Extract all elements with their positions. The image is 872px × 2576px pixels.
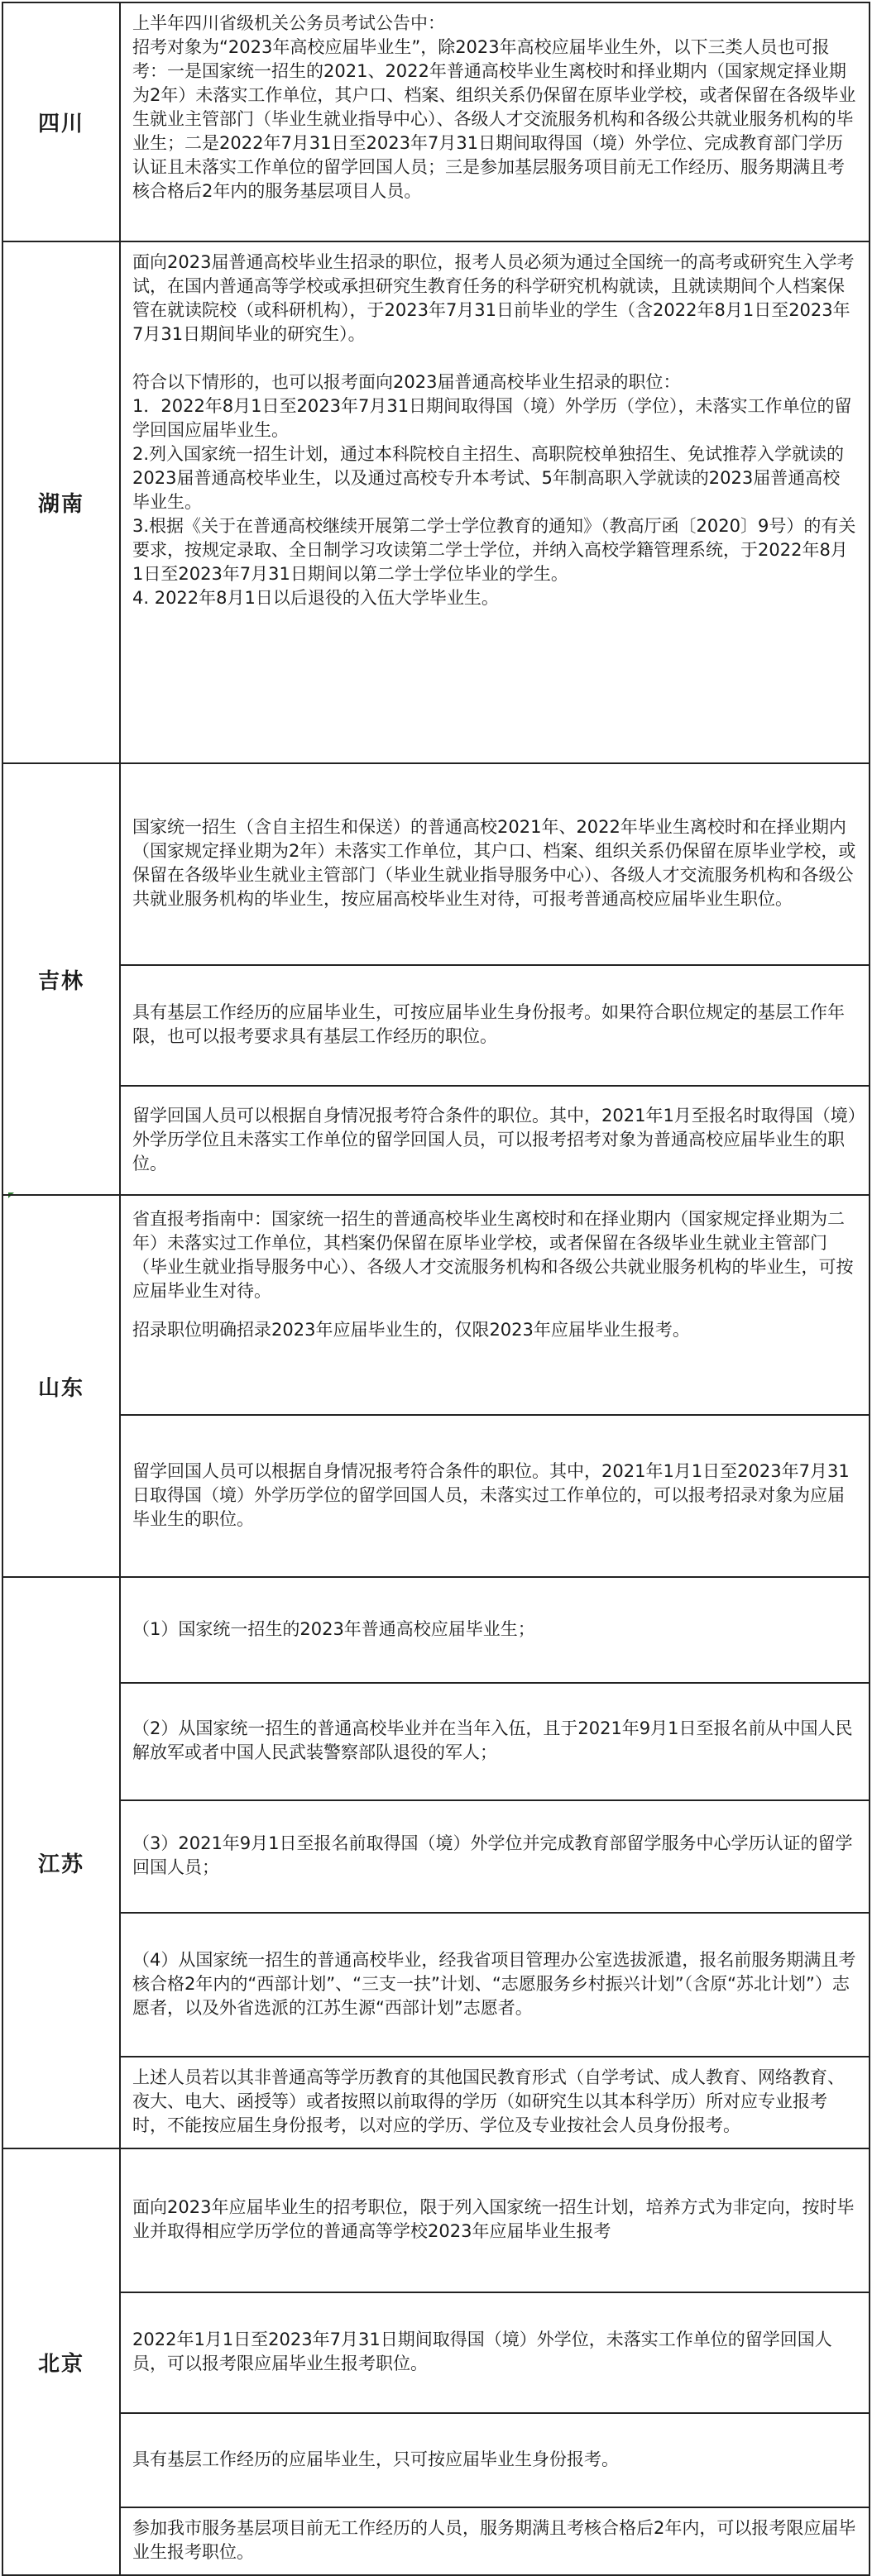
text-block	[121, 1912, 869, 2056]
text-line: （2）从国家统一招生的普通高校毕业并在当年入伍，且于2021年9月1日至报名前从中国人民解放军或者中国人民武装警察部队退役的军人；	[132, 1718, 853, 1762]
text-line: 国家统一招生（含自主招生和保送）的普通高校2021年、2022年毕业生离校时和在择业期内（国家规定择业期为2年）未落实工作单位，其户口、档案、组织关系仍保留在原毕业学校，或保留在各级毕业生就业主管部门（毕业生就业指导服务中心）、各级人才交流服务机构和各级公共就业服务机构的毕业生，按应届高校毕业生对待，可报考普通高校应届毕业生职位。	[132, 817, 856, 909]
content-cell	[120, 2148, 870, 2575]
text-block	[121, 764, 869, 964]
content-cell	[120, 763, 870, 1195]
text-line: 面向2023届普通高校毕业生招录的职位，报考人员必须为通过全国统一的高考或研究生入学考试，在国内普通高等学校或承担研究生教育任务的科学研究机构就读，且就读期间个人档案保管在就读院校（或科研机构），于2023年7月31日前毕业的学生（含2022年8月1日至2023年7月31日期间毕业的研究生）。	[132, 252, 855, 344]
text-block	[121, 1799, 869, 1912]
text-line: 招考对象为“2023年高校应届毕业生”，除2023年高校应届毕业生外，以下三类人员也可报考：一是国家统一招生的2021、2022年普通高校毕业生离校时和择业期内（国家规定择业期为2年）未落实工作单位，其户口、档案、组织关系仍保留在原毕业学校，或者保留在各级毕业生就业主管部门（毕业生就业指导中心）、各级人才交流服务机构和各级公共就业服务机构的毕业生；二是2022年7月31日至2023年7月31日期间取得国（境）外学位、完成教育部门学历认证且未落实工作单位的留学回国人员；三是参加基层服务项目前无工作经历、服务期满且考核合格后2年内的服务基层项目人员。	[132, 37, 856, 201]
table-row-jilin	[2, 763, 870, 1195]
table-row-shandong	[2, 1195, 870, 1577]
text-line: 2022年1月1日至2023年7月31日期间取得国（境）外学位，未落实工作单位的留学回国人员，可以报考限应届毕业生报考职位。	[132, 2330, 832, 2373]
text-block	[121, 3, 869, 241]
text-line: （3）2021年9月1日至报名前取得国（境）外学位并完成教育部留学服务中心学历认证的留学回国人员；	[132, 1833, 853, 1877]
text-line: 省直报考指南中：国家统一招生的普通高校毕业生离校时和在择业期内（国家规定择业期为二年）未落实过工作单位，其档案仍保留在原毕业学校，或者保留在各级毕业生就业主管部门（毕业生就业指导服务中心）、各级人才交流服务机构和各级公共就业服务机构的毕业生，可按应届毕业生对待。	[132, 1209, 854, 1301]
text-line: 2.列入国家统一招生计划，通过本科院校自主招生、高职院校单独招生、免试推荐入学就读的2023届普通高校毕业生，以及通过高校专升本考试、5年制高职入学就读的2023届普通高校毕业生。	[132, 444, 845, 512]
text-line: 招录职位明确招录2023年应届毕业生的，仅限2023年应届毕业生报考。	[132, 1320, 690, 1340]
content-cell	[120, 2, 870, 241]
text-block	[121, 242, 869, 762]
text-block	[121, 964, 869, 1085]
table-row-hunan	[2, 241, 870, 763]
text-line: 4. 2022年8月1日以后退役的入伍大学毕业生。	[132, 588, 499, 608]
text-line: 符合以下情形的，也可以报考面向2023届普通高校毕业生招录的职位：	[132, 372, 681, 392]
province-label: 湖南	[2, 241, 120, 763]
text-block	[121, 2507, 869, 2574]
province-label: 北京	[2, 2148, 120, 2575]
table-row-jiangsu	[2, 1577, 870, 2148]
text-line: （1）国家统一招生的2023年普通高校应届毕业生；	[132, 1618, 535, 1639]
text-line: 1．2022年8月1日至2023年7月31日期间取得国（境）外学历（学位），未落实工作单位的留学回国应届毕业生。	[132, 396, 852, 440]
text-block	[121, 2412, 869, 2507]
province-label: 吉林	[2, 763, 120, 1195]
text-block	[121, 2292, 869, 2412]
text-line: 留学回国人员可以根据自身情况报考符合条件的职位。其中，2021年1月至报名时取得国（境）外学历学位且未落实工作单位的留学回国人员，可以报考招考对象为普通高校应届毕业生的职位。	[132, 1105, 857, 1173]
text-line: 具有基层工作经历的应届毕业生，只可按应届毕业生身份报考。	[132, 2449, 619, 2469]
table-row-beijing	[2, 2148, 870, 2575]
text-block	[121, 1085, 869, 1194]
text-line: 上半年四川省级机关公务员考试公告中：	[132, 13, 445, 33]
text-block	[121, 2149, 869, 2292]
text-block	[121, 1196, 869, 1414]
text-line: 留学回国人员可以根据自身情况报考符合条件的职位。其中，2021年1月1日至2023年7月31日取得国（境）外学历学位的留学回国人员，未落实过工作单位的，可以报考招录对象为应届毕业生的职位。	[132, 1460, 850, 1529]
province-label: 四川	[2, 2, 120, 241]
text-line: 3.根据《关于在普通高校继续开展第二学士学位教育的通知》（教高厅函〔2020〕9号）的有关要求，按规定录取、全日制学习攻读第二学士学位，并纳入高校学籍管理系统，于2022年8月1日至2023年7月31日期间以第二学士学位毕业的学生。	[132, 516, 856, 584]
province-label: 山东	[2, 1195, 120, 1577]
text-line: 参加我市服务基层项目前无工作经历的人员，服务期满且考核合格后2年内，可以报考限应届毕业生报考职位。	[132, 2518, 856, 2562]
table-row-sichuan	[2, 2, 870, 241]
text-block	[121, 2056, 869, 2148]
text-line: （4）从国家统一招生的普通高校毕业，经我省项目管理办公室选拔派遣，报名前服务期满且考核合格2年内的“西部计划”、“三支一扶”计划、“志愿服务乡村振兴计划”（含原“苏北计划”）志愿者，以及外省选派的江苏生源“西部计划”志愿者。	[132, 1949, 856, 2018]
text-block	[121, 1682, 869, 1799]
policy-table	[2, 2, 870, 2576]
text-line: 面向2023年应届毕业生的招考职位，限于列入国家统一招生计划，培养方式为非定向，按时毕业并取得相应学历学位的普通高等学校2023年应届毕业生报考	[132, 2197, 855, 2241]
province-label: 江苏	[2, 1577, 120, 2148]
content-cell	[120, 1577, 870, 2148]
text-line: 上述人员若以其非普通高等学历教育的其他国民教育形式（自学考试、成人教育、网络教育、夜大、电大、函授等）或者按照以前取得的学历（如研究生以其本科学历）所对应专业报考时，不能按应届生身份报考，以对应的学历、学位及专业按社会人员身份报考。	[132, 2067, 845, 2135]
text-block	[121, 1578, 869, 1682]
content-cell	[120, 1195, 870, 1577]
text-block	[121, 1414, 869, 1576]
content-cell	[120, 241, 870, 763]
text-line: 具有基层工作经历的应届毕业生，可按应届毕业生身份报考。如果符合职位规定的基层工作年限，也可以报考要求具有基层工作经历的职位。	[132, 1002, 845, 1046]
